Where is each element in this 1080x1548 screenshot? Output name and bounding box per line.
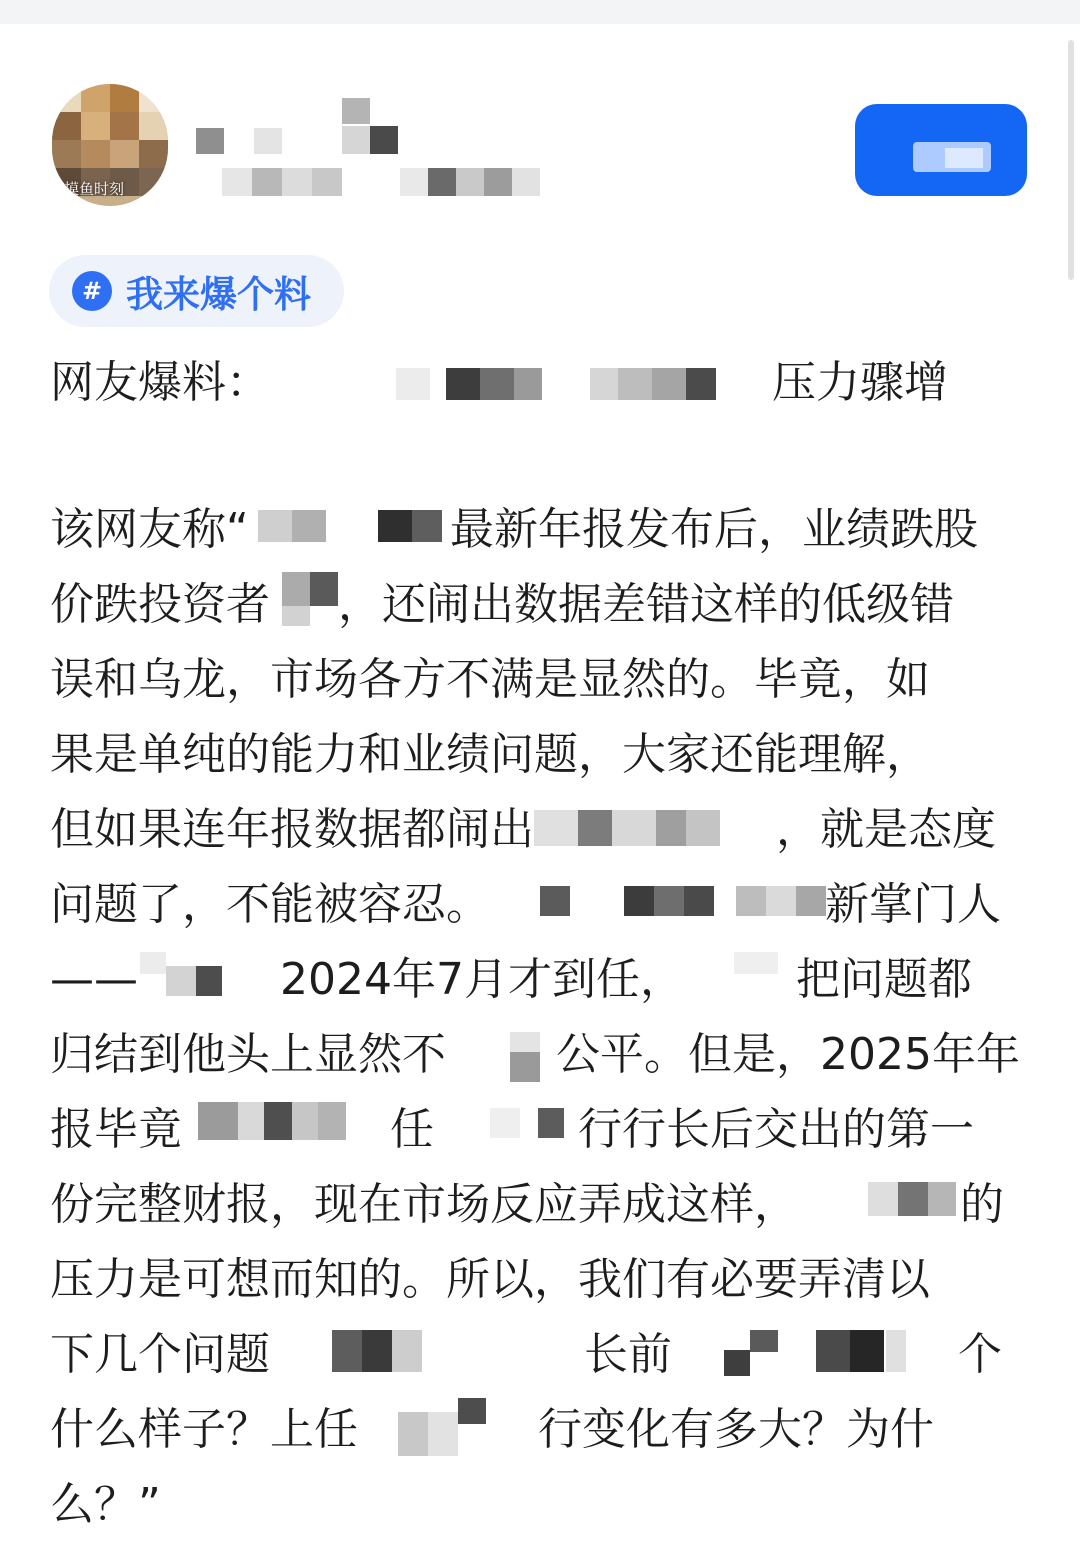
body-line-6: 问题了，不能被容忍。 [50, 879, 490, 930]
hash-icon: # [72, 271, 112, 311]
body-line-6b: 新掌门人 [825, 879, 1001, 930]
body-line-9c: 行行长后交出的第一 [578, 1104, 974, 1155]
body-line-12: 下几个问题 [50, 1329, 270, 1380]
body-line-14: 么？” [50, 1479, 161, 1530]
body-line-4: 果是单纯的能力和业绩问题，大家还能理解， [50, 729, 930, 780]
top-strip [0, 0, 1080, 24]
body-line-8b: 公平。但是，2025年年 [556, 1029, 1020, 1080]
body-line-7c: 把问题都 [796, 954, 972, 1005]
post-title [50, 352, 1050, 414]
body-line-9b: 任 [390, 1104, 434, 1155]
post-header [0, 70, 1080, 220]
body-line-1: 该网友称“ [50, 504, 249, 555]
topic-chip[interactable] [49, 255, 344, 327]
title-redacted [340, 368, 740, 402]
avatar-overlay-text: 摸鱼时刻 [64, 180, 125, 198]
post-meta-redacted [222, 168, 562, 198]
body-line-7b: 2024年7月才到任， [280, 954, 684, 1005]
follow-button-label [855, 104, 1027, 196]
body-line-7: —— [50, 954, 138, 1005]
body-line-12b: 长前 [584, 1329, 672, 1380]
body-line-1b: 最新年报发布后，业绩跌股 [450, 504, 978, 555]
post-title-suffix: 压力骤增 [772, 357, 948, 408]
avatar[interactable] [52, 84, 168, 206]
username-redacted[interactable] [196, 84, 416, 144]
body-line-13b: 行变化有多大？为什 [538, 1404, 934, 1455]
body-line-10b: 的 [960, 1179, 1004, 1230]
follow-button[interactable] [855, 104, 1027, 196]
body-line-10: 份完整财报，现在市场反应弄成这样， [50, 1179, 798, 1230]
body-line-5: 但如果连年报数据都闹出 [50, 804, 534, 855]
body-line-2b: ，还闹出数据差错这样的低级错 [338, 579, 954, 630]
body-line-9: 报毕竟 [50, 1104, 182, 1155]
topic-label: 我来爆个料 [126, 273, 311, 316]
body-line-2: 价跌投资者 [50, 579, 270, 630]
body-line-3: 误和乌龙，市场各方不满是显然的。毕竟，如 [50, 654, 930, 705]
body-line-5b: ，就是态度 [776, 804, 996, 855]
body-line-8: 归结到他头上显然不 [50, 1029, 446, 1080]
body-line-11: 压力是可想而知的。所以，我们有必要弄清以 [50, 1254, 930, 1305]
body-line-13: 什么样子？上任 [50, 1404, 358, 1455]
body-line-12c: 个 [958, 1329, 1002, 1380]
post-title-prefix: 网友爆料： [50, 357, 270, 408]
